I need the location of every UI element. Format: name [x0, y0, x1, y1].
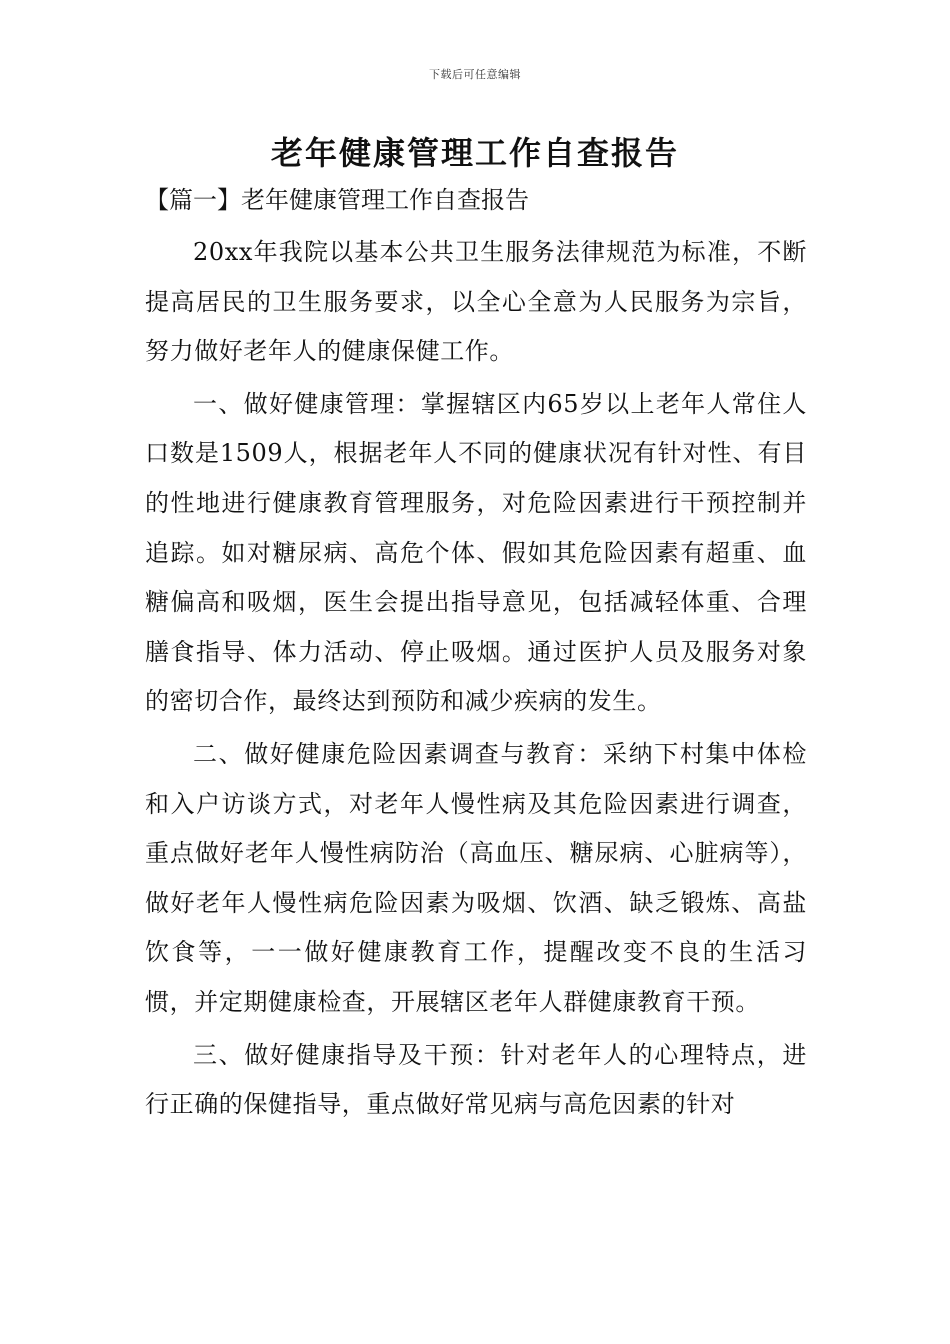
- paragraph-health-management: 一、做好健康管理：掌握辖区内65岁以上老年人常住人口数是1509人，根据老年人不同的健康状况有针对性、有目的性地进行健康教育管理服务，对危险因素进行干预控制并追踪。如对糖尿病、高危个体、假如其危险因素有超重、血糖偏高和吸烟，医生会提出指导意见，包括减轻体重、合理膳食指导、体力活动、停止吸烟。通过医护人员及服务对象的密切合作，最终达到预防和减少疾病的发生。: [145, 389, 807, 716]
- paragraph-guidance: 三、做好健康指导及干预：针对老年人的心理特点，进行正确的保健指导，重点做好常见病与高危因素的针对: [145, 1040, 807, 1119]
- page-title: 老年健康管理工作自查报告: [270, 134, 679, 172]
- header-note: 下载后可任意编辑: [429, 68, 521, 81]
- document-body: [145, 228, 807, 1133]
- paragraph-risk-survey: 二、做好健康危险因素调查与教育：采纳下村集中体检和入户访谈方式，对老年人慢性病及其危险因素进行调查，重点做好老年人慢性病防治（高血压、糖尿病、心脏病等），做好老年人慢性病危险因素为吸烟、饮酒、缺乏锻炼、高盐饮食等，一一做好健康教育工作，提醒改变不良的生活习惯，并定期健康检查，开展辖区老年人群健康教育干预。: [145, 739, 807, 1016]
- paragraph-intro: 20xx年我院以基本公共卫生服务法律规范为标准，不断提高居民的卫生服务要求，以全心全意为人民服务为宗旨，努力做好老年人的健康保健工作。: [145, 238, 807, 366]
- section-heading: 【篇一】老年健康管理工作自查报告: [145, 186, 529, 214]
